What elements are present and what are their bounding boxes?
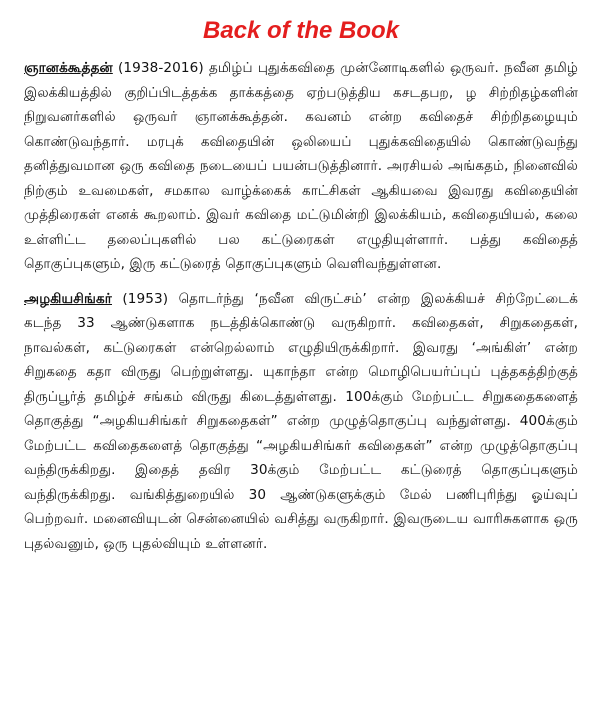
author-bio-text-2: (1953) தொடர்ந்து ‘நவீன விருட்சம்’ என்ற இலக்கியச் சிற்றேட்டைக் கடந்த 33 ஆண்டுகளாக நடத்திக்கொண்டு வருகிறார். கவிதைகள், சிறுகதைகள், நாவல்கள், கட்டுரைகள் என்றெல்லாம் எழுதியிருக்கிறார். இவரது ‘அங்கிள்’ என்ற சிறுகதை கதா விருது பெற்றுள்ளது. யுகாந்தா என்ற மொழிபெயர்ப்புப் புத்தகத்திற்குத் திருப்பூர்த் தமிழ்ச் சங்கம் விருது கிடைத்துள்ளது. 100க்கும் மேற்பட்ட சிறுகதைகளைத் தொகுத்து “அழகியசிங்கர் சிறுகதைகள்” என்ற முழுத்தொகுப்பு வந்துள்ளது. 400க்கும் மேற்பட்ட கவிதைகளைத் தொகுத்து “அழகியசிங்கர் கவிதைகள்” என்ற முழுத்தொகுப்பு வந்திருக்கிறது. இதைத் தவிர 30க்கும் மேற்பட்ட கட்டுரைத் தொகுப்புகளும் வந்திருக்கிறது. வங்கித்துறையில் 30 ஆண்டுகளுக்கும் மேல் பணிபுரிந்து ஓய்வுப் பெற்றவர். மனைவியுடன் சென்னையில் வசித்து வருகிறார். இவருடைய வாரிசுகளாக ஒரு புதல்வனும், ஒரு புதல்வியும் உள்ளனர். <box>24 290 578 552</box>
author-name-1: ஞானக்கூத்தன் <box>24 60 113 76</box>
author-name-2: அழகியசிங்கர் <box>24 290 112 307</box>
author-bio-2 <box>24 287 578 557</box>
page-title: Back of the Book <box>202 17 400 44</box>
author-bio-1 <box>24 56 578 277</box>
author-bio-text-1: (1938-2016) தமிழ்ப் புதுக்கவிதை முன்னோடிகளில் ஒருவர். நவீன தமிழ் இலக்கியத்தில் குறிப்பிடத்தக்க தாக்கத்தை ஏற்படுத்திய கசடதபற, ழ சிற்றிதழ்களின் நிறுவனர்களில் ஒருவர் ஞானக்கூத்தன். கவனம் என்ற கவிதைச் சிற்றிதழையும் கொண்டுவந்தார். மரபுக் கவிதையின் ஒலியைப் புதுக்கவிதையில் கொண்டுவந்து தனித்துவமான ஒரு கவிதை நடையைப் பயன்படுத்தினார். அரசியல் அங்கதம், நினைவில் நிற்கும் உவமைகள், சமகால வாழ்க்கைக் காட்சிகள் ஆகியவை இவரது கவிதையின் முத்திரைகள் எனக் கூறலாம். இவர் கவிதை மட்டுமின்றி இலக்கியம், கவிதையியல், கலை உள்ளிட்ட தலைப்புகளில் பல கட்டுரைகள் எழுதியுள்ளார். பத்து கவிதைத் தொகுப்புகளும், இரு கட்டுரைத் தொகுப்புகளும் வெளிவந்துள்ளன. <box>24 60 578 272</box>
